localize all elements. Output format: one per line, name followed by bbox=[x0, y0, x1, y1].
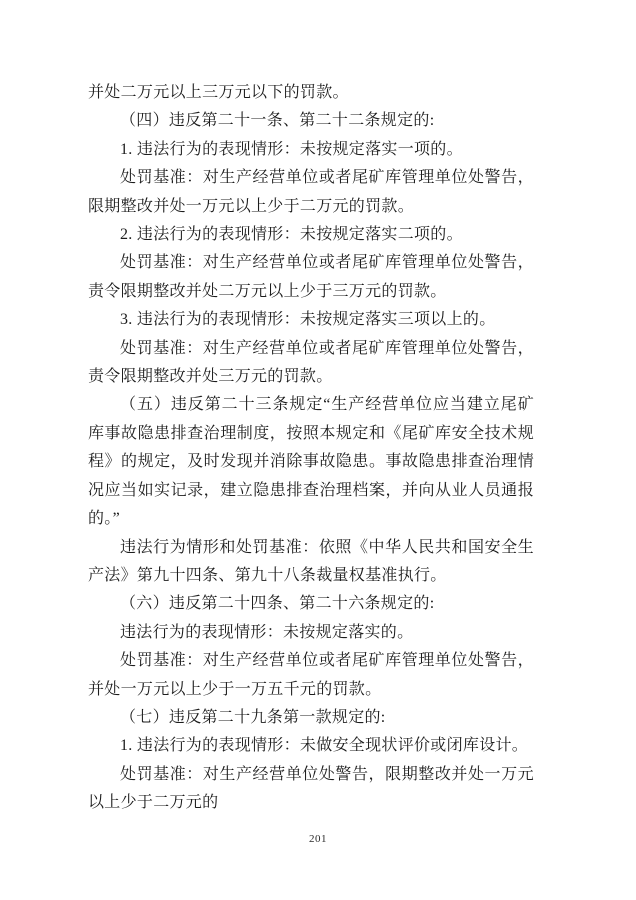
paragraph: 处罚基准：对生产经营单位或者尾矿库管理单位处警告，并处一万元以上少于一万五千元的罚款。 bbox=[88, 652, 534, 698]
paragraph: 2. 违法行为的表现情形：未按规定落实二项的。 bbox=[120, 226, 463, 244]
paragraph: 处罚基准：对生产经营单位或者尾矿库管理单位处警告，责令限期整改并处三万元的罚款。 bbox=[88, 339, 534, 386]
paragraph: 1. 违法行为的表现情形：未做安全现状评价或闭库设计。 bbox=[120, 737, 529, 755]
paragraph: （五）违反第二十三条规定“生产经营单位应当建立尾矿库事故隐患排查治理制度，按照本规定和《尾矿库安全技术规程》的规定，及时发现并消除事故隐患。事故隐患排查治理情况应当如实记录，建立隐患排查治理档案，并向从业人员通报的。” bbox=[88, 396, 534, 528]
paragraph: 处罚基准：对生产经营单位或者尾矿库管理单位处警告，限期整改并处一万元以上少于二万元的罚款。 bbox=[88, 169, 534, 215]
paragraph: 处罚基准：对生产经营单位或者尾矿库管理单位处警告，责令限期整改并处二万元以上少于三万元的罚款。 bbox=[88, 254, 534, 300]
document-body bbox=[88, 79, 534, 818]
paragraph: 违法行为的表现情形：未按规定落实的。 bbox=[120, 623, 414, 641]
paragraph: 违法行为情形和处罚基准：依照《中华人民共和国安全生产法》第九十四条、第九十八条裁量权基准执行。 bbox=[88, 538, 534, 584]
paragraph: 并处二万元以上三万元以下的罚款。 bbox=[88, 84, 349, 101]
paragraph: 3. 违法行为的表现情形：未按规定落实三项以上的。 bbox=[120, 311, 496, 329]
paragraph: 处罚基准：对生产经营单位处警告，限期整改并处一万元以上少于二万元的 bbox=[88, 765, 534, 812]
paragraph: （七）违反第二十九条第一款规定的: bbox=[120, 708, 386, 726]
paragraph: （四）违反第二十一条、第二十二条规定的: bbox=[120, 112, 435, 130]
page-number: 201 bbox=[309, 833, 327, 845]
paragraph: 1. 违法行为的表现情形：未按规定落实一项的。 bbox=[120, 140, 463, 158]
paragraph: （六）违反第二十四条、第二十六条规定的: bbox=[120, 595, 435, 613]
